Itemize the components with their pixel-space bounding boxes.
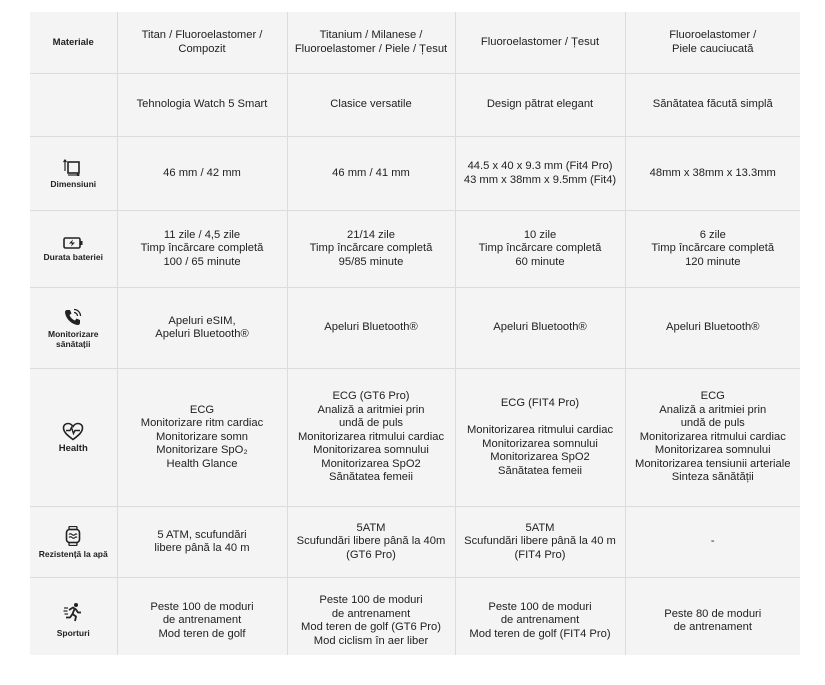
dimensions-cell-4: 48mm x 38mm x 13.3mm	[625, 137, 800, 211]
phone-call-icon	[64, 308, 82, 326]
calls-cell-1: Apeluri eSIM, Apeluri Bluetooth®	[117, 288, 287, 369]
calls-cell-2: Apeluri Bluetooth®	[287, 288, 455, 369]
comparison-table-frame	[30, 12, 800, 655]
calls-cell-3: Apeluri Bluetooth®	[455, 288, 625, 369]
dimensions-cell-1: 46 mm / 42 mm	[117, 137, 287, 211]
row-materials	[30, 12, 800, 74]
water-cell-4: -	[625, 507, 800, 578]
materials-cell-1: Titan / Fluoroelastomer / Compozit	[117, 12, 287, 74]
dimensions-cell-2: 46 mm / 41 mm	[287, 137, 455, 211]
tagline-cell-3: Design pătrat elegant	[455, 74, 625, 137]
row-label-health: Health	[30, 369, 117, 507]
dimensions-cell-3: 44.5 x 40 x 9.3 mm (Fit4 Pro) 43 mm x 38mm x 9.5mm (Fit4)	[455, 137, 625, 211]
row-dimensions	[30, 137, 800, 211]
row-label-water: Rezistență la apă	[30, 507, 117, 578]
dimensions-icon	[63, 158, 83, 176]
water-cell-3: 5ATM Scufundări libere până la 40 m (FIT4 Pro)	[455, 507, 625, 578]
row-label-battery: Durata bateriei	[30, 211, 117, 288]
tagline-cell-1: Tehnologia Watch 5 Smart	[117, 74, 287, 137]
calls-cell-4: Apeluri Bluetooth®	[625, 288, 800, 369]
battery-cell-2: 21/14 zile Timp încărcare completă 95/85 minute	[287, 211, 455, 288]
running-icon	[63, 602, 83, 622]
water-cell-1: 5 ATM, scufundări libere până la 40 m	[117, 507, 287, 578]
health-cell-3: ECG (FIT4 Pro) Monitorizarea ritmului cardiac Monitorizarea somnului Monitorizarea SpO2 Sănătatea femeii	[455, 369, 625, 507]
battery-cell-4: 6 zile Timp încărcare completă 120 minute	[625, 211, 800, 288]
materials-cell-4: Fluoroelastomer / Piele cauciucată	[625, 12, 800, 74]
battery-cell-3: 10 zile Timp încărcare completă 60 minute	[455, 211, 625, 288]
row-label-calls: Monitorizare sănătații	[30, 288, 117, 369]
battery-cell-1: 11 zile / 4,5 zile Timp încărcare completă 100 / 65 minute	[117, 211, 287, 288]
tagline-cell-2: Clasice versatile	[287, 74, 455, 137]
tagline-cell-4: Sănătatea făcută simplă	[625, 74, 800, 137]
row-label-sports: Sporturi	[30, 578, 117, 656]
health-cell-1: ECG Monitorizare ritm cardiac Monitorizare somn Monitorizare SpO₂ Health Glance	[117, 369, 287, 507]
row-label-empty	[30, 74, 117, 137]
row-label-materials	[30, 12, 117, 74]
sports-cell-1: Peste 100 de moduri de antrenament Mod teren de golf	[117, 578, 287, 656]
label-text: Materiale	[52, 36, 94, 48]
materials-cell-3: Fluoroelastomer / Țesut	[455, 12, 625, 74]
smartwatch-comparison-table	[30, 12, 800, 655]
row-tagline	[30, 74, 800, 137]
row-battery	[30, 211, 800, 288]
row-health	[30, 369, 800, 507]
sports-cell-2: Peste 100 de moduri de antrenament Mod teren de golf (GT6 Pro) Mod ciclism în aer liber	[287, 578, 455, 656]
sports-cell-4: Peste 80 de moduri de antrenament	[664, 607, 762, 633]
row-sports	[30, 578, 800, 656]
row-label-dimensions: Dimensiuni	[30, 137, 117, 211]
water-watch-icon	[65, 526, 81, 546]
row-water-resistance	[30, 507, 800, 578]
materials-cell-2: Titanium / Milanese / Fluoroelastomer / Piele / Țesut	[287, 12, 455, 74]
sports-cell-3: Peste 100 de moduri de antrenament Mod teren de golf (FIT4 Pro)	[455, 578, 625, 656]
heart-pulse-icon	[62, 422, 84, 441]
water-cell-2: 5ATM Scufundări libere până la 40m (GT6 Pro)	[287, 507, 455, 578]
health-cell-4: ECG Analiză a aritmiei prin undă de puls Monitorizarea ritmului cardiac Monitorizarea somnului Monitorizarea tensiunii arteriale Sinteza sănătății	[625, 369, 800, 507]
health-cell-2: ECG (GT6 Pro) Analiză a aritmiei prin undă de puls Monitorizarea ritmului cardiac Monitorizarea somnului Monitorizarea SpO2 Sănătatea femeii	[287, 369, 455, 507]
battery-icon	[63, 237, 83, 249]
row-calls	[30, 288, 800, 369]
